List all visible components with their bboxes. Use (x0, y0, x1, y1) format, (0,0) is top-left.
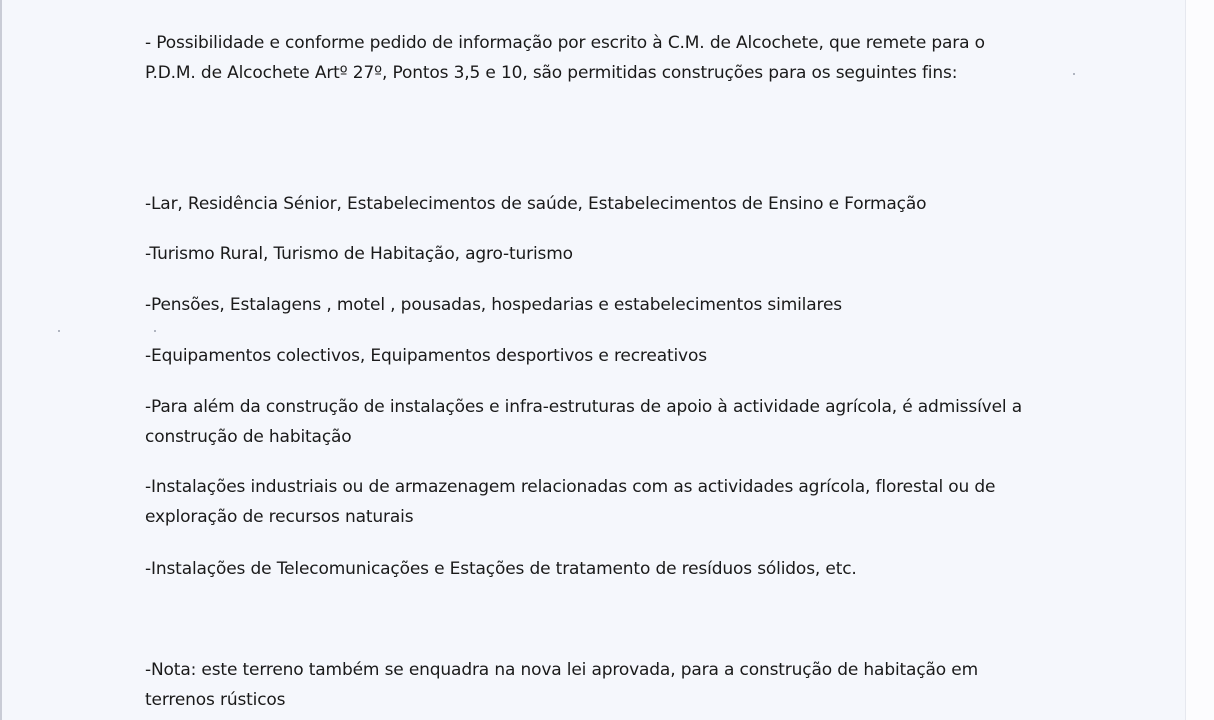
list-item: -Para além da construção de instalações e infra-estruturas de apoio à actividade agrícola, é admissível a construção de habitação (145, 397, 1022, 447)
nota-paragraph: -Nota: este terreno também se enquadra na nova lei aprovada, para a construção de habitação em terrenos rústicos (145, 660, 979, 710)
list-item: -Instalações de Telecomunicações e Estações de tratamento de resíduos sólidos, etc. (145, 559, 857, 579)
page-right-margin (1185, 0, 1214, 720)
scan-speck (154, 330, 156, 332)
list-item: -Pensões, Estalagens , motel , pousadas, hospedarias e estabelecimentos similares (145, 295, 842, 315)
page-left-edge (0, 0, 2, 720)
scan-speck (58, 330, 60, 332)
list-item: -Instalações industriais ou de armazenagem relacionadas com as actividades agrícola, florestal ou de exploração de recursos naturais (145, 477, 996, 527)
scan-speck (1073, 73, 1075, 75)
list-item: -Lar, Residência Sénior, Estabelecimentos de saúde, Estabelecimentos de Ensino e Formação (145, 194, 927, 214)
list-item: -Turismo Rural, Turismo de Habitação, agro-turismo (145, 244, 573, 264)
list-item: -Equipamentos colectivos, Equipamentos desportivos e recreativos (145, 346, 707, 366)
intro-paragraph: - Possibilidade e conforme pedido de informação por escrito à C.M. de Alcochete, que remete para o P.D.M. de Alcochete Artº 27º, Pontos 3,5 e 10, são permitidas construções para os seguintes fins: (145, 33, 985, 83)
